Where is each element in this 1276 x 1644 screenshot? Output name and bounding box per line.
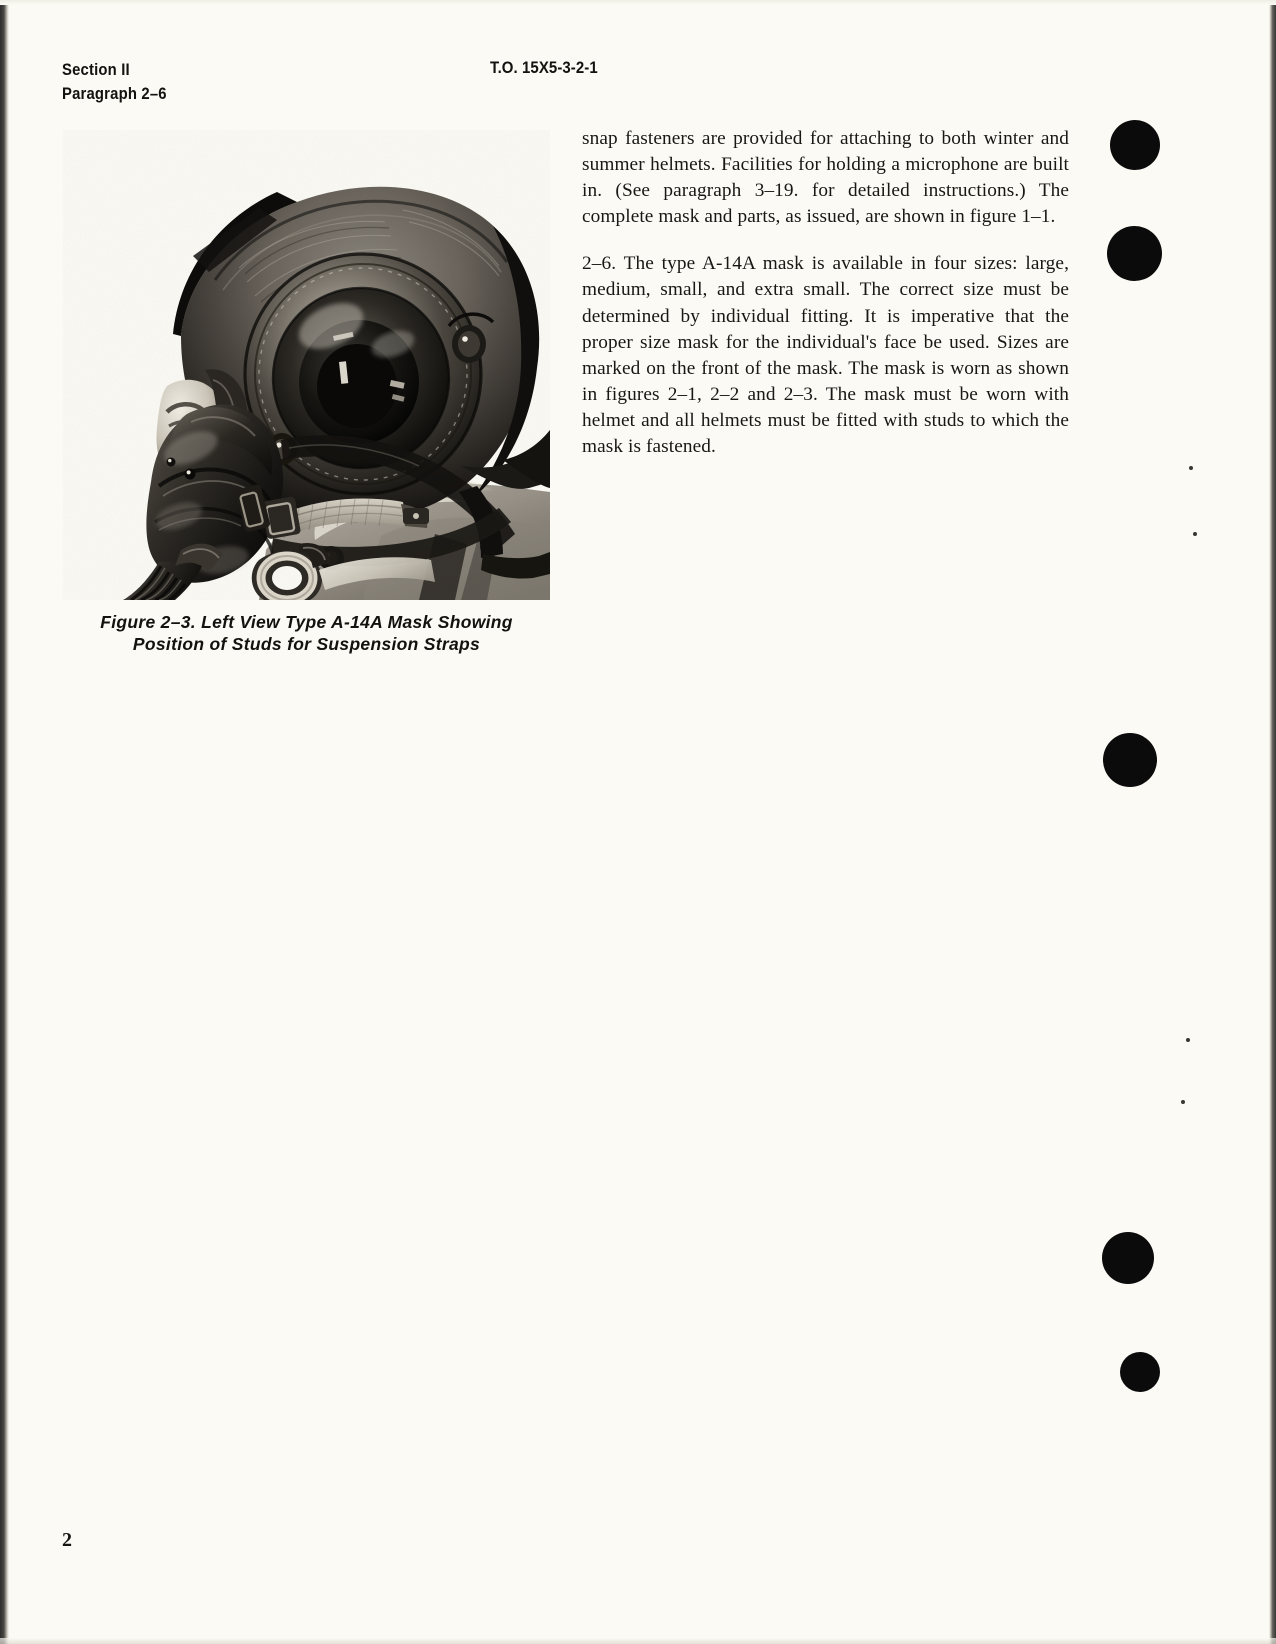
- binding-hole-mark: [1120, 1352, 1160, 1392]
- header-section: Section II: [62, 61, 130, 79]
- binding-hole-mark: [1103, 733, 1157, 787]
- scan-edge-right: [1269, 0, 1276, 1644]
- binding-hole-mark: [1110, 120, 1160, 170]
- scan-edge-bottom: [0, 1638, 1276, 1644]
- scan-speck: [1181, 1100, 1185, 1104]
- header-section-block: [62, 58, 167, 106]
- body-text-column: [582, 126, 1069, 460]
- header-paragraph-ref: Paragraph 2–6: [62, 85, 167, 103]
- page-header: [0, 58, 1276, 112]
- figure-photograph: [63, 130, 550, 600]
- scan-speck: [1193, 532, 1197, 536]
- scan-edge-top: [0, 0, 1276, 5]
- header-technical-order: T.O. 15X5-3-2-1: [490, 58, 598, 77]
- figure-caption-line-1: Figure 2–3. Left View Type A-14A Mask Showing: [100, 612, 513, 632]
- figure-caption: [63, 611, 550, 655]
- binding-hole-mark: [1107, 226, 1162, 281]
- figure-2-3: [63, 130, 550, 655]
- scan-speck: [1189, 466, 1193, 470]
- scan-speck: [1186, 1038, 1190, 1042]
- binding-hole-mark: [1102, 1232, 1154, 1284]
- paragraph-2-6: 2–6. The type A-14A mask is available in four sizes: large, medium, small, and extra small. The correct size must be determined by individual fitting. It is imperative that the proper size mask for the individual's face be used. Sizes are marked on the front of the mask. The mask is worn as shown in figures 2–1, 2–2 and 2–3. The mask must be worn with helmet and all helmets must be fitted with studs to which the mask is fastened.: [582, 253, 1069, 458]
- paragraph-continued: snap fasteners are provided for attaching to both winter and summer helmets. Facilities for holding a microphone are built in. (See paragraph 3–19. for detailed instructions.) The complete mask and parts, as issued, are shown in figure 1–1.: [582, 128, 1069, 228]
- figure-caption-line-2: Position of Studs for Suspension Straps: [132, 634, 481, 654]
- scan-edge-left: [0, 0, 9, 1644]
- page-number: 2: [62, 1529, 72, 1551]
